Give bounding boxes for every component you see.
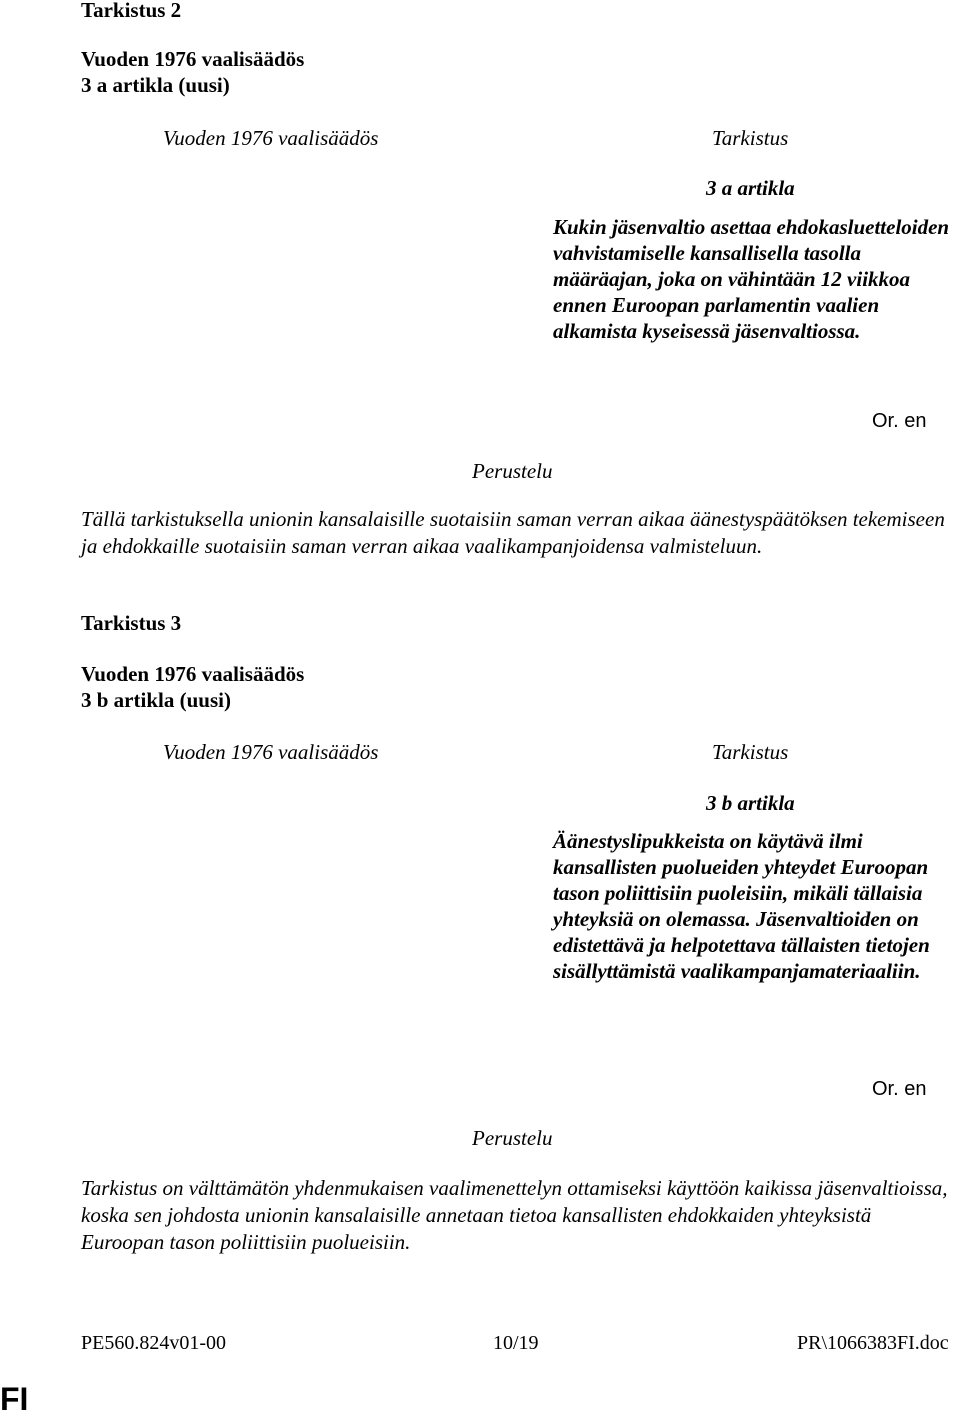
amendment-3-text: Äänestyslipukkeista on käytävä ilmi kansallisten puolueiden yhteydet Euroopan tason poliittisiin puoleisiin, mikäli tällaisia yhteyksiä on olemassa. Jäsenvaltioiden on edistettävä ja helpotettava tällaisten tietojen sisällyttämistä vaalikampanjamateriaaliin.	[553, 829, 930, 983]
footer-file-ref: PR\1066383FI.doc	[797, 1332, 949, 1354]
amendment-3-act: Vuoden 1976 vaalisäädös	[81, 662, 305, 686]
amendment-3-article: 3 b artikla (uusi)	[81, 688, 231, 712]
amendment-3-left-header: Vuoden 1976 vaalisäädös	[163, 740, 379, 764]
amendment-2-article-heading: 3 a artikla	[706, 176, 795, 200]
footer-page-number: 10/19	[493, 1332, 539, 1354]
amendment-2-right-header: Tarkistus	[712, 126, 789, 150]
language-tag: FI	[0, 1381, 29, 1417]
amendment-2-justification-heading: Perustelu	[472, 459, 553, 483]
amendment-3-right-header: Tarkistus	[712, 740, 789, 764]
amendment-2-title: Tarkistus 2	[81, 0, 182, 22]
amendment-2-justification: Tällä tarkistuksella unionin kansalaisille suotaisiin saman verran aikaa äänestyspäätöksen tekemiseen ja ehdokkaille suotaisiin saman verran aikaa vaalikampanjoidensa valmisteluun.	[81, 507, 945, 558]
amendment-2-text: Kukin jäsenvaltio asettaa ehdokasluetteloiden vahvistamiselle kansallisella tasolla määräajan, joka on vähintään 12 viikkoa ennen Euroopan parlamentin vaalien alkamista kyseisessä jäsenvaltiossa.	[553, 215, 950, 343]
amendment-3-original-language: Or. en	[872, 1078, 927, 1100]
amendment-3-article-heading: 3 b artikla	[706, 791, 795, 815]
amendment-2-original-language: Or. en	[872, 410, 927, 432]
amendment-2-act: Vuoden 1976 vaalisäädös	[81, 47, 305, 71]
amendment-2-article: 3 a artikla (uusi)	[81, 73, 230, 97]
amendment-3-justification: Tarkistus on välttämätön yhdenmukaisen vaalimenettelyn ottamiseksi käyttöön kaikissa jäsenvaltioissa, koska sen johdosta unionin kansalaisille annetaan tietoa kansallisten ehdokkaiden yhteyksistä Euroopan tason poliittisiin puolueisiin.	[81, 1176, 948, 1254]
amendment-2-left-header: Vuoden 1976 vaalisäädös	[163, 126, 379, 150]
amendment-3-title: Tarkistus 3	[81, 611, 182, 635]
amendment-3-justification-heading: Perustelu	[472, 1126, 553, 1150]
footer-doc-ref: PE560.824v01-00	[81, 1332, 226, 1354]
